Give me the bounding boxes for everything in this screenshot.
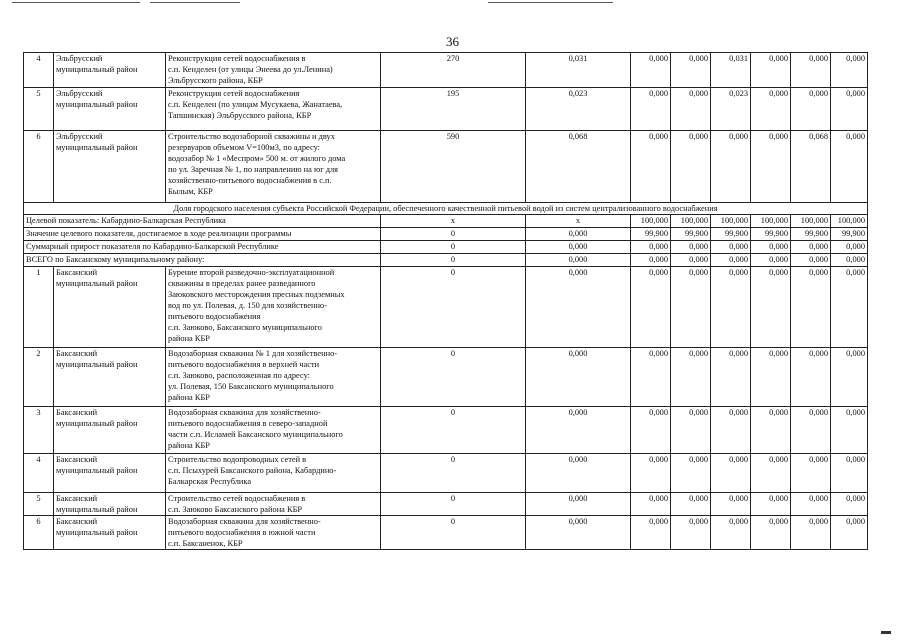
year-value-cell: 0,000	[831, 407, 868, 454]
district-cell	[54, 407, 166, 454]
description-cell	[166, 131, 381, 203]
year-value-cell: 0,000	[631, 241, 671, 254]
year-value-cell: 0,000	[711, 348, 751, 407]
year-value-cell: 0,000	[711, 493, 751, 516]
year-value-cell: 0,000	[751, 516, 791, 550]
description-line: хозяйственно-питьевого водоснабжения в с.п.	[168, 176, 332, 185]
year-value-cell: 0,000	[671, 131, 711, 203]
summary-row	[24, 241, 868, 254]
year-value-cell: 0,000	[791, 407, 831, 454]
value-cell: 0,023	[526, 88, 631, 131]
value-cell: 0	[381, 254, 526, 267]
district-line: Баксанский	[56, 494, 98, 503]
table-row	[24, 88, 868, 131]
description-cell	[166, 407, 381, 454]
year-value-cell: 0,000	[631, 348, 671, 407]
description-line: Бурение второй разведочно-эксплуатационной	[168, 268, 335, 277]
year-value-cell: 0,000	[671, 267, 711, 348]
year-value-cell: 0,000	[671, 454, 711, 493]
year-value-cell: 0,000	[711, 516, 751, 550]
table-row	[24, 53, 868, 88]
row-number: 5	[24, 88, 54, 131]
value-cell: 590	[381, 131, 526, 203]
district-line: Эльбрусский	[56, 89, 103, 98]
year-value-cell: 0,000	[831, 88, 868, 131]
description-line: Эльбрусского района, КБР	[168, 76, 263, 85]
district-line: Баксанский	[56, 455, 98, 464]
year-value-cell: 0,000	[791, 88, 831, 131]
description-cell	[166, 267, 381, 348]
district-cell	[54, 267, 166, 348]
description-line: Строительство сетей водоснабжения в	[168, 494, 306, 503]
description-line: водозабор № 1 «Меспром» 500 м. от жилого дома	[168, 154, 346, 163]
year-value-cell: 0,000	[831, 241, 868, 254]
description-cell	[166, 88, 381, 131]
district-line: муниципальный район	[56, 419, 138, 428]
value-cell: 195	[381, 88, 526, 131]
district-line: муниципальный район	[56, 279, 138, 288]
row-number: 4	[24, 454, 54, 493]
table-row	[24, 131, 868, 203]
value-cell: 0	[381, 348, 526, 407]
district-cell	[54, 493, 166, 516]
value-cell: 0,000	[526, 454, 631, 493]
year-value-cell: 0,000	[831, 53, 868, 88]
year-value-cell: 99,900	[791, 228, 831, 241]
district-cell	[54, 454, 166, 493]
year-value-cell: 0,000	[831, 254, 868, 267]
year-value-cell: 0,000	[831, 493, 868, 516]
year-value-cell: 0,000	[751, 493, 791, 516]
year-value-cell: 0,000	[631, 131, 671, 203]
description-line: питьевого водоснабжения в северо-западной	[168, 419, 328, 428]
year-value-cell: 0,000	[711, 241, 751, 254]
value-cell: 0,000	[526, 267, 631, 348]
row-number: 1	[24, 267, 54, 348]
row-number: 5	[24, 493, 54, 516]
year-value-cell: 100,000	[631, 215, 671, 228]
program-table	[23, 52, 868, 550]
year-value-cell: 0,000	[751, 241, 791, 254]
year-value-cell: 0,000	[751, 348, 791, 407]
year-value-cell: 0,000	[791, 254, 831, 267]
description-line: Реконструкция сетей водоснабжения	[168, 89, 300, 98]
year-value-cell: 0,000	[671, 254, 711, 267]
year-value-cell: 0,000	[791, 454, 831, 493]
year-value-cell: 0,000	[631, 454, 671, 493]
value-cell: 0	[381, 407, 526, 454]
description-line: с.п. Кенделен (по улицам Мусукаева, Жанатаева,	[168, 100, 343, 109]
value-cell: 0,031	[526, 53, 631, 88]
year-value-cell: 99,900	[711, 228, 751, 241]
value-cell: 0,000	[526, 228, 631, 241]
description-line: района КБР	[168, 441, 210, 450]
year-value-cell: 0,000	[751, 454, 791, 493]
year-value-cell: 0,031	[711, 53, 751, 88]
year-value-cell: 0,000	[671, 493, 711, 516]
year-value-cell: 0,000	[671, 348, 711, 407]
year-value-cell: 99,900	[671, 228, 711, 241]
value-cell: 0,000	[526, 493, 631, 516]
value-cell: 0	[381, 267, 526, 348]
row-number: 6	[24, 131, 54, 203]
year-value-cell: 0,000	[711, 407, 751, 454]
description-line: Балкарская Республика	[168, 477, 252, 486]
district-line: Баксанский	[56, 517, 98, 526]
district-cell	[54, 131, 166, 203]
description-cell	[166, 348, 381, 407]
year-value-cell: 0,000	[831, 454, 868, 493]
district-line: муниципальный район	[56, 466, 138, 475]
year-value-cell: 0,000	[631, 88, 671, 131]
year-value-cell: 0,000	[631, 53, 671, 88]
year-value-cell: 0,000	[631, 516, 671, 550]
description-line: Тапшинская) Эльбрусского района, КБР	[168, 111, 312, 120]
value-cell: 0	[381, 516, 526, 550]
district-line: муниципальный район	[56, 143, 138, 152]
description-cell	[166, 53, 381, 88]
year-value-cell: 0,000	[791, 516, 831, 550]
year-value-cell: 0,023	[711, 88, 751, 131]
top-rule-mid	[150, 2, 240, 3]
district-cell	[54, 53, 166, 88]
description-line: района КБР	[168, 334, 210, 343]
page-number: 36	[446, 34, 459, 49]
table-row	[24, 493, 868, 516]
year-value-cell: 99,900	[751, 228, 791, 241]
district-line: муниципальный район	[56, 528, 138, 537]
district-cell	[54, 348, 166, 407]
year-value-cell: 100,000	[791, 215, 831, 228]
value-cell: 0	[381, 493, 526, 516]
year-value-cell: 0,000	[671, 241, 711, 254]
year-value-cell: 0,000	[831, 516, 868, 550]
summary-label: Значение целевого показателя, достигаемое в ходе реализации программы	[24, 228, 381, 241]
year-value-cell: 100,000	[751, 215, 791, 228]
summary-row	[24, 254, 868, 267]
row-number: 2	[24, 348, 54, 407]
section-heading-row	[24, 203, 868, 215]
table-row	[24, 454, 868, 493]
value-cell: х	[526, 215, 631, 228]
top-rule-right	[488, 2, 613, 3]
year-value-cell: 0,000	[831, 131, 868, 203]
year-value-cell: 0,000	[631, 267, 671, 348]
description-cell	[166, 493, 381, 516]
description-line: Водозаборная скважина для хозяйственно-	[168, 517, 321, 526]
description-line: района КБР	[168, 393, 210, 402]
summary-label: ВСЕГО по Баксанскому муниципальному району:	[24, 254, 381, 267]
description-line: с.п. Псыхурей Баксанского района, Кабардино-	[168, 466, 337, 475]
top-rule-left	[12, 2, 140, 3]
year-value-cell: 0,000	[751, 53, 791, 88]
description-cell	[166, 454, 381, 493]
value-cell: 0,000	[526, 516, 631, 550]
year-value-cell: 0,000	[791, 493, 831, 516]
year-value-cell: 0,000	[671, 53, 711, 88]
description-line: с.п. Кенделен (от улицы Энеева до ул.Ленина)	[168, 65, 333, 74]
district-line: Эльбрусский	[56, 54, 103, 63]
year-value-cell: 0,000	[751, 254, 791, 267]
district-line: муниципальный район	[56, 65, 138, 74]
corner-mark	[881, 631, 891, 634]
description-line: Реконструкция сетей водоснабжения в	[168, 54, 306, 63]
year-value-cell: 0,000	[711, 454, 751, 493]
year-value-cell: 0,068	[791, 131, 831, 203]
year-value-cell: 0,000	[791, 241, 831, 254]
description-line: части с.п. Исламей Баксанского муниципального	[168, 430, 343, 439]
description-line: по ул. Заречная № 1, по направлению на юг для	[168, 165, 339, 174]
year-value-cell: 0,000	[831, 267, 868, 348]
year-value-cell: 99,900	[831, 228, 868, 241]
table-row	[24, 348, 868, 407]
year-value-cell: 0,000	[751, 88, 791, 131]
summary-row	[24, 215, 868, 228]
year-value-cell: 0,000	[711, 254, 751, 267]
year-value-cell: 0,000	[791, 267, 831, 348]
description-line: с.п. Заюково, Баксанского муниципального	[168, 323, 322, 332]
year-value-cell: 0,000	[631, 254, 671, 267]
value-cell: 0,000	[526, 348, 631, 407]
district-cell	[54, 88, 166, 131]
district-cell	[54, 516, 166, 550]
year-value-cell: 99,900	[631, 228, 671, 241]
year-value-cell: 0,000	[751, 131, 791, 203]
year-value-cell: 0,000	[631, 493, 671, 516]
section-heading: Доля городского населения субъекта Российской Федерации, обеспеченного качественной питьевой водой из систем централизованного водоснабжения	[24, 203, 868, 215]
value-cell: 0,000	[526, 254, 631, 267]
description-line: скважины в пределах ранее разведанного	[168, 279, 316, 288]
year-value-cell: 0,000	[711, 131, 751, 203]
district-line: муниципальный район	[56, 360, 138, 369]
value-cell: 0,000	[526, 407, 631, 454]
value-cell: 0	[381, 454, 526, 493]
description-line: Строительство водозаборной скважины и двух	[168, 132, 335, 141]
district-line: муниципальный район	[56, 505, 138, 514]
district-line: Эльбрусский	[56, 132, 103, 141]
summary-label: Целевой показатель: Кабардино-Балкарская Республика	[24, 215, 381, 228]
table-row	[24, 516, 868, 550]
table-row	[24, 407, 868, 454]
year-value-cell: 0,000	[671, 516, 711, 550]
year-value-cell: 0,000	[751, 267, 791, 348]
description-cell	[166, 516, 381, 550]
description-line: Былым, КБР	[168, 187, 213, 196]
summary-label: Суммарный прирост показателя по Кабардино-Балкарской Республике	[24, 241, 381, 254]
value-cell: 0,068	[526, 131, 631, 203]
value-cell: 0,000	[526, 241, 631, 254]
summary-row	[24, 228, 868, 241]
description-line: питьевого водоснабжения	[168, 312, 261, 321]
description-line: с.п. Заюково, расположенная по адресу:	[168, 371, 310, 380]
table-row	[24, 267, 868, 348]
district-line: Баксанский	[56, 268, 98, 277]
description-line: питьевого водоснабжения в южной части	[168, 528, 316, 537]
description-line: ул. Полевая, 150 Баксанского муниципального	[168, 382, 334, 391]
description-line: Заюковского месторождения пресных подземных	[168, 290, 345, 299]
row-number: 6	[24, 516, 54, 550]
row-number: 4	[24, 53, 54, 88]
year-value-cell: 0,000	[791, 53, 831, 88]
district-line: муниципальный район	[56, 100, 138, 109]
description-line: с.п. Заюково Баксанского района КБР	[168, 505, 303, 514]
year-value-cell: 0,000	[631, 407, 671, 454]
year-value-cell: 0,000	[671, 88, 711, 131]
year-value-cell: 0,000	[751, 407, 791, 454]
description-line: вод по ул. Полевая, д. 150 для хозяйственно-	[168, 301, 327, 310]
value-cell: 0	[381, 241, 526, 254]
year-value-cell: 100,000	[831, 215, 868, 228]
row-number: 3	[24, 407, 54, 454]
description-line: Водозаборная скважина для хозяйственно-	[168, 408, 321, 417]
description-line: с.п. Баксаненок, КБР	[168, 539, 243, 548]
district-line: Баксанский	[56, 349, 98, 358]
year-value-cell: 100,000	[711, 215, 751, 228]
value-cell: 270	[381, 53, 526, 88]
year-value-cell: 0,000	[711, 267, 751, 348]
value-cell: 0	[381, 228, 526, 241]
year-value-cell: 0,000	[671, 407, 711, 454]
value-cell: х	[381, 215, 526, 228]
district-line: Баксанский	[56, 408, 98, 417]
year-value-cell: 0,000	[791, 348, 831, 407]
year-value-cell: 0,000	[831, 348, 868, 407]
description-line: питьевого водоснабжения в верхней части	[168, 360, 320, 369]
description-line: Водозаборная скважина № 1 для хозяйственно-	[168, 349, 338, 358]
year-value-cell: 100,000	[671, 215, 711, 228]
description-line: Строительство водопроводных сетей в	[168, 455, 307, 464]
description-line: резервуаров объемом V=100м3, по адресу:	[168, 143, 320, 152]
